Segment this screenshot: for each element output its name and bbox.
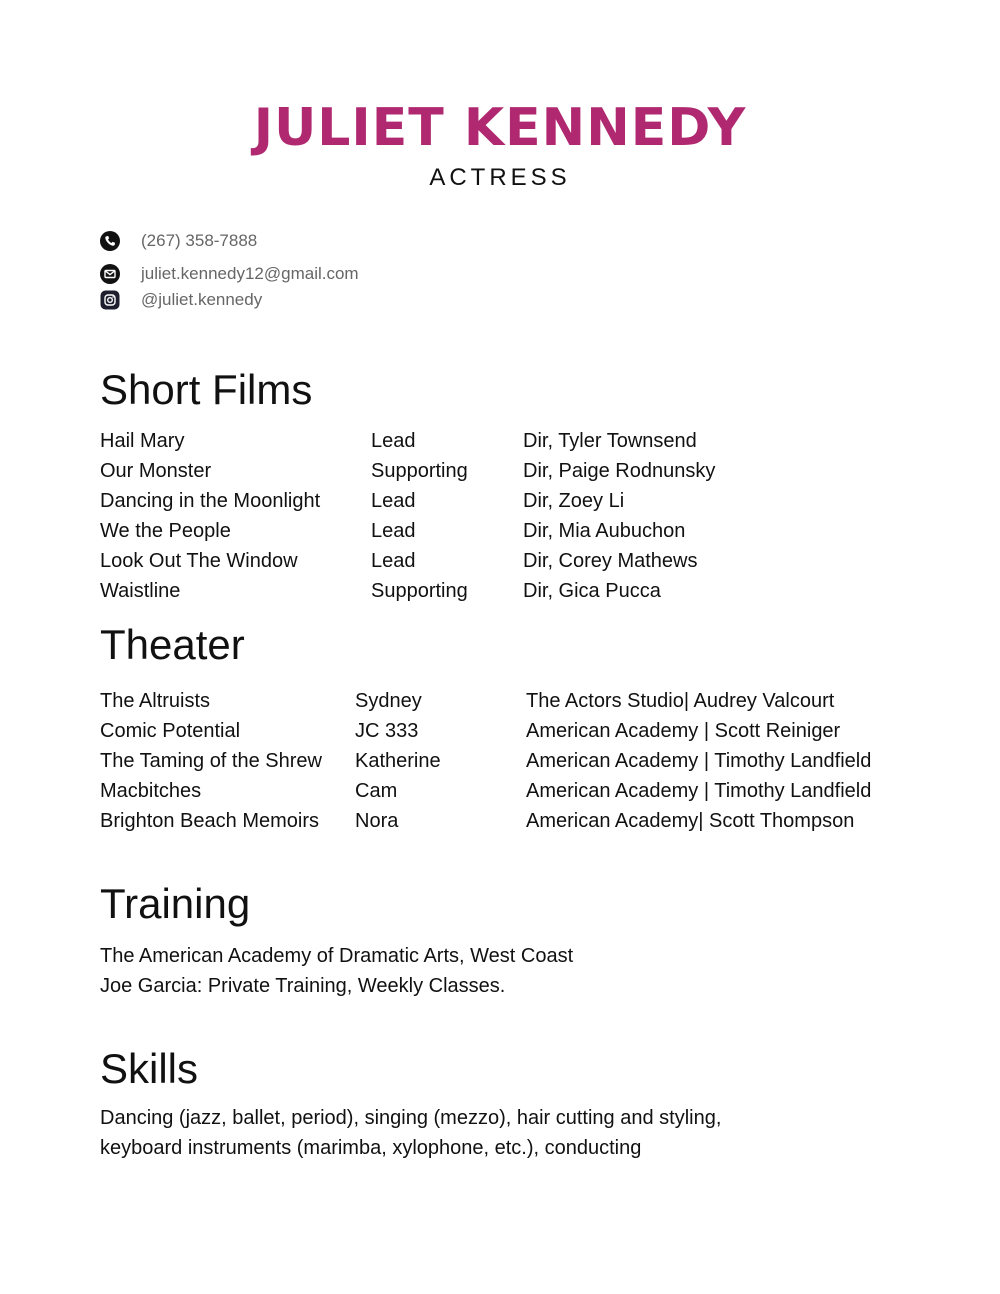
film-director: Dir, Zoey Li	[523, 490, 625, 512]
contact-phone	[100, 229, 257, 253]
skills-heading: Skills	[100, 1045, 199, 1092]
play-role: Katherine	[355, 750, 441, 772]
play-title: The Altruists	[100, 690, 211, 712]
short-films-heading: Short Films	[100, 366, 313, 413]
play-venue: American Academy| Scott Thompson	[526, 810, 855, 832]
play-venue: American Academy | Timothy Landfield	[526, 750, 872, 772]
film-title: Hail Mary	[100, 430, 185, 452]
play-venue: The Actors Studio| Audrey Valcourt	[526, 690, 835, 712]
phone-text: (267) 358-7888	[141, 231, 258, 250]
mail-icon	[100, 264, 120, 284]
film-role: Lead	[371, 550, 416, 572]
play-venue: American Academy | Timothy Landfield	[526, 780, 872, 802]
play-title: Macbitches	[100, 780, 202, 802]
skills-line: keyboard instruments (marimba, xylophone, etc.), conducting	[100, 1137, 642, 1159]
name-heading: JULIET KENNEDY	[253, 98, 747, 158]
film-role: Lead	[371, 430, 416, 452]
film-title: Look Out The Window	[100, 550, 298, 572]
play-role: Cam	[355, 780, 398, 802]
play-role: Nora	[355, 810, 399, 832]
play-title: Brighton Beach Memoirs	[100, 810, 319, 832]
film-director: Dir, Tyler Townsend	[523, 430, 697, 452]
film-title: Waistline	[100, 580, 181, 602]
contact-instagram	[100, 288, 262, 312]
theater-heading: Theater	[100, 621, 245, 668]
film-role: Lead	[371, 520, 416, 542]
play-venue: American Academy | Scott Reiniger	[526, 720, 841, 742]
play-title: Comic Potential	[100, 720, 241, 742]
role-subtitle: ACTRESS	[429, 164, 571, 191]
contact-email	[100, 262, 359, 286]
film-role: Supporting	[371, 460, 468, 482]
film-director: Dir, Paige Rodnunsky	[523, 460, 716, 482]
email-text: juliet.kennedy12@gmail.com	[141, 264, 359, 283]
film-title: Our Monster	[100, 460, 212, 482]
training-line: Joe Garcia: Private Training, Weekly Classes.	[100, 975, 506, 997]
film-title: Dancing in the Moonlight	[100, 490, 321, 512]
play-role: Sydney	[355, 690, 422, 712]
training-heading: Training	[100, 880, 251, 927]
film-director: Dir, Gica Pucca	[523, 580, 661, 602]
film-role: Supporting	[371, 580, 468, 602]
play-title: The Taming of the Shrew	[100, 750, 322, 772]
instagram-text: @juliet.kennedy	[141, 290, 263, 309]
training-line: The American Academy of Dramatic Arts, West Coast	[100, 945, 574, 967]
film-title: We the People	[100, 520, 231, 542]
film-director: Dir, Corey Mathews	[523, 550, 698, 572]
play-role: JC 333	[355, 720, 419, 742]
phone-icon	[100, 231, 120, 251]
skills-line: Dancing (jazz, ballet, period), singing (mezzo), hair cutting and styling,	[100, 1107, 722, 1129]
film-director: Dir, Mia Aubuchon	[523, 520, 686, 542]
film-role: Lead	[371, 490, 416, 512]
instagram-icon	[100, 290, 120, 310]
